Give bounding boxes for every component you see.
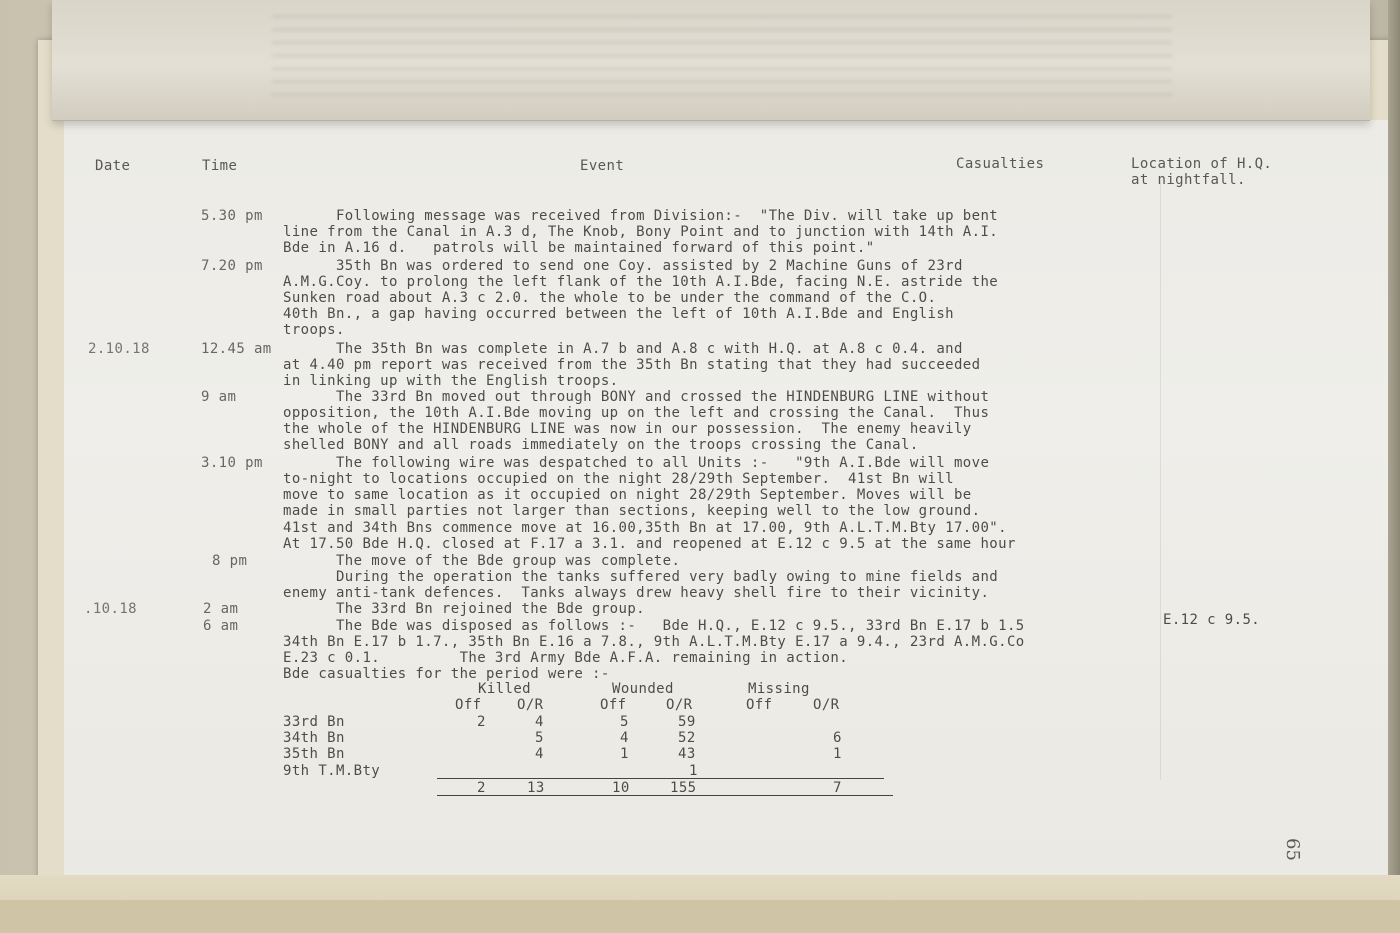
event-line: enemy anti-tank defences. Tanks always drew heavy shell fire to their vicinity. [283, 585, 990, 601]
time-entry: 6 am [203, 618, 239, 634]
col-subheader: O/R [666, 697, 693, 713]
binding-strip-lower [0, 900, 1400, 933]
cell-wounded-off: 5 [620, 714, 629, 730]
event-line: at 4.40 pm report was received from the 35th Bn stating that they had succeeded [283, 357, 981, 373]
event-line: At 17.50 Bde H.Q. closed at F.17 a 3.1. and reopened at E.12 c 9.5 at the same hour [283, 536, 1016, 552]
table-rule-upper [437, 778, 884, 779]
event-line: shelled BONY and all roads immediately on the troops crossing the Canal. [283, 437, 919, 453]
event-line: Following message was received from Division:- "The Div. will take up bent [283, 208, 999, 224]
col-subheader: Off [746, 697, 773, 713]
table-rule-lower [437, 795, 893, 796]
total-killed-or: 13 [527, 780, 545, 796]
cell-wounded-or: 59 [678, 714, 696, 730]
cell-killed-or: 4 [535, 714, 544, 730]
cell-wounded-off: 4 [620, 730, 629, 746]
margin-shadow [1160, 180, 1161, 780]
event-line: The 35th Bn was complete in A.7 b and A.8 c with H.Q. at A.8 c 0.4. and [283, 341, 963, 357]
cell-missing-or: 6 [833, 730, 842, 746]
cell-wounded-off: 1 [620, 746, 629, 762]
event-line: move to same location as it occupied on night 28/29th September. Moves will be [283, 487, 972, 503]
event-line: The 33rd Bn moved out through BONY and crossed the HINDENBURG LINE without [283, 389, 990, 405]
total-missing-or: 7 [833, 780, 842, 796]
cell-killed-or: 4 [535, 746, 544, 762]
col-group-missing: Missing [748, 681, 810, 697]
header-casualties: Casualties [956, 156, 1045, 172]
header-location-line2: at nightfall. [1131, 172, 1246, 188]
time-entry: 5.30 pm [201, 208, 263, 224]
row-unit: 9th T.M.Bty [283, 763, 381, 779]
event-line: 41st and 34th Bns commence move at 16.00,35th Bn at 17.00, 9th A.L.T.M.Bty 17.00". [283, 520, 1007, 536]
event-line: 34th Bn E.17 b 1.7., 35th Bn E.16 a 7.8., 9th A.L.T.M.Bty E.17 a 9.4., 23rd A.M.G.Co [283, 634, 1025, 650]
time-entry: 12.45 am [201, 341, 272, 357]
cell-wounded-or: 52 [678, 730, 696, 746]
cell-killed-off: 2 [477, 714, 486, 730]
event-line: 35th Bn was ordered to send one Coy. assisted by 2 Machine Guns of 23rd [283, 258, 963, 274]
event-line: The Bde was disposed as follows :- Bde H.Q., E.12 c 9.5., 33rd Bn E.17 b 1.5 [283, 618, 1025, 634]
event-line: The following wire was despatched to all Units :- "9th A.I.Bde will move [283, 455, 990, 471]
event-line: Bde casualties for the period were :- [283, 666, 610, 682]
header-event: Event [580, 158, 625, 174]
time-entry: 2 am [203, 601, 239, 617]
row-unit: 35th Bn [283, 746, 345, 762]
event-line: troops. [283, 322, 345, 338]
event-line: to-night to locations occupied on the night 28/29th September. 41st Bn will [283, 471, 954, 487]
page-edge [1388, 0, 1400, 933]
date-entry: 2.10.18 [88, 341, 150, 357]
event-line: opposition, the 10th A.I.Bde moving up on the left and crossing the Canal. Thus [283, 405, 990, 421]
header-date: Date [95, 158, 131, 174]
event-line: line from the Canal in A.3 d, The Knob, Bony Point and to junction with 14th A.I. [283, 224, 999, 240]
cell-missing-or: 1 [833, 746, 842, 762]
col-subheader: Off [600, 697, 627, 713]
event-line: made in small parties not larger than sections, keeping well to the low ground. [283, 503, 981, 519]
event-line: in linking up with the English troops. [283, 373, 619, 389]
event-line: Bde in A.16 d. patrols will be maintained forward of this point." [283, 240, 875, 256]
date-entry: .10.18 [84, 601, 137, 617]
cell-killed-or: 5 [535, 730, 544, 746]
time-entry: 3.10 pm [201, 455, 263, 471]
total-wounded-off: 10 [612, 780, 630, 796]
event-line: the whole of the HINDENBURG LINE was now in our possession. The enemy heavily [283, 421, 972, 437]
row-unit: 34th Bn [283, 730, 345, 746]
event-line: A.M.G.Coy. to prolong the left flank of the 10th A.I.Bde, facing N.E. astride the [283, 274, 999, 290]
col-subheader: O/R [813, 697, 840, 713]
bleed-through-text [272, 6, 1172, 96]
cell-wounded-or: 1 [689, 763, 698, 779]
time-entry: 8 pm [212, 553, 248, 569]
event-line: The 33rd Bn rejoined the Bde group. [283, 601, 645, 617]
hq-location: E.12 c 9.5. [1163, 612, 1261, 628]
cell-wounded-or: 43 [678, 746, 696, 762]
total-wounded-or: 155 [670, 780, 697, 796]
col-group-killed: Killed [478, 681, 531, 697]
total-killed-off: 2 [477, 780, 486, 796]
header-location-line1: Location of H.Q. [1131, 156, 1273, 172]
folded-top-page [52, 0, 1370, 121]
event-line: During the operation the tanks suffered very badly owing to mine fields and [283, 569, 999, 585]
event-line: The move of the Bde group was complete. [283, 553, 681, 569]
event-line: E.23 c 0.1. The 3rd Army Bde A.F.A. remaining in action. [283, 650, 849, 666]
event-line: 40th Bn., a gap having occurred between the left of 10th A.I.Bde and English [283, 306, 954, 322]
row-unit: 33rd Bn [283, 714, 345, 730]
col-subheader: O/R [517, 697, 544, 713]
event-line: Sunken road about A.3 c 2.0. the whole to be under the command of the C.O. [283, 290, 937, 306]
col-subheader: Off [455, 697, 482, 713]
folio-number: 65 [1282, 838, 1303, 861]
time-entry: 7.20 pm [201, 258, 263, 274]
header-time: Time [202, 158, 238, 174]
col-group-wounded: Wounded [612, 681, 674, 697]
time-entry: 9 am [201, 389, 237, 405]
